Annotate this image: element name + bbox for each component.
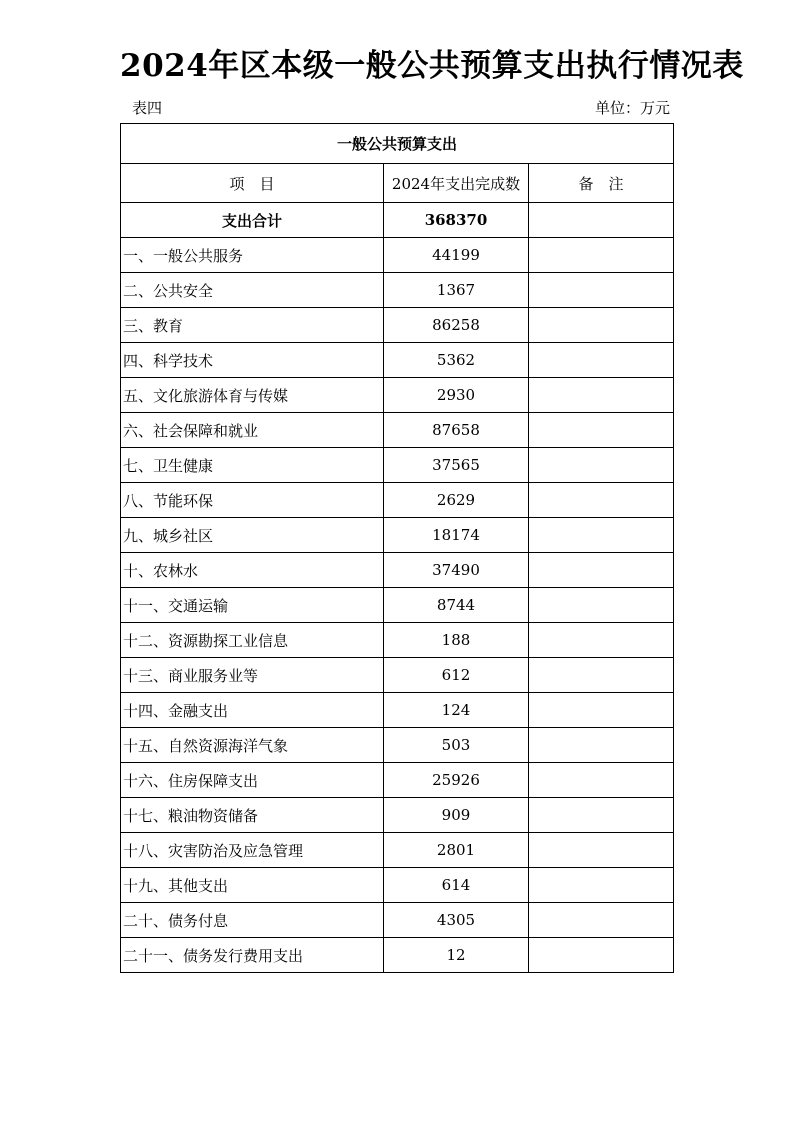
row-amount: 8744 <box>384 588 529 623</box>
row-label: 十、农林水 <box>121 553 384 588</box>
row-label: 四、科学技术 <box>121 343 384 378</box>
row-amount: 44199 <box>384 238 529 273</box>
row-amount: 614 <box>384 868 529 903</box>
row-note <box>529 273 674 308</box>
table-row <box>121 273 674 308</box>
total-row <box>121 203 674 238</box>
column-header-note: 备 注 <box>529 164 674 203</box>
row-amount: 909 <box>384 798 529 833</box>
table-row <box>121 518 674 553</box>
row-label: 十四、金融支出 <box>121 693 384 728</box>
row-note <box>529 623 674 658</box>
section-header: 一般公共预算支出 <box>121 124 674 164</box>
table-row <box>121 553 674 588</box>
row-label: 十七、粮油物资储备 <box>121 798 384 833</box>
table-row <box>121 448 674 483</box>
row-label: 一、一般公共服务 <box>121 238 384 273</box>
row-amount: 503 <box>384 728 529 763</box>
table-row <box>121 798 674 833</box>
row-label: 八、节能环保 <box>121 483 384 518</box>
row-amount: 37490 <box>384 553 529 588</box>
row-note <box>529 658 674 693</box>
row-amount: 5362 <box>384 343 529 378</box>
total-note <box>529 203 674 238</box>
table-row <box>121 308 674 343</box>
table-body <box>121 124 674 973</box>
row-amount: 18174 <box>384 518 529 553</box>
table-row <box>121 728 674 763</box>
row-note <box>529 798 674 833</box>
table-row <box>121 588 674 623</box>
row-amount: 12 <box>384 938 529 973</box>
row-amount: 4305 <box>384 903 529 938</box>
column-header-row <box>121 164 674 203</box>
table-row <box>121 763 674 798</box>
row-note <box>529 938 674 973</box>
row-note <box>529 413 674 448</box>
row-label: 十八、灾害防治及应急管理 <box>121 833 384 868</box>
row-note <box>529 833 674 868</box>
page-title: 2024年区本级一般公共预算支出执行情况表 <box>120 48 744 84</box>
row-amount: 2930 <box>384 378 529 413</box>
row-amount: 124 <box>384 693 529 728</box>
table-row <box>121 903 674 938</box>
row-label: 十九、其他支出 <box>121 868 384 903</box>
table-row <box>121 833 674 868</box>
section-header-row <box>121 124 674 164</box>
row-note <box>529 378 674 413</box>
row-label: 十一、交通运输 <box>121 588 384 623</box>
table-number: 表四 <box>132 99 163 117</box>
table-row <box>121 343 674 378</box>
table-row <box>121 693 674 728</box>
table-row <box>121 868 674 903</box>
row-label: 三、教育 <box>121 308 384 343</box>
row-amount: 1367 <box>384 273 529 308</box>
row-label: 十三、商业服务业等 <box>121 658 384 693</box>
table-row <box>121 378 674 413</box>
total-amount: 368370 <box>384 203 529 238</box>
row-note <box>529 343 674 378</box>
row-label: 十六、住房保障支出 <box>121 763 384 798</box>
total-label: 支出合计 <box>121 203 384 238</box>
row-label: 二十一、债务发行费用支出 <box>121 938 384 973</box>
row-label: 七、卫生健康 <box>121 448 384 483</box>
row-note <box>529 483 674 518</box>
budget-table <box>120 123 674 973</box>
row-amount: 612 <box>384 658 529 693</box>
row-amount: 2629 <box>384 483 529 518</box>
row-note <box>529 728 674 763</box>
row-note <box>529 588 674 623</box>
row-amount: 25926 <box>384 763 529 798</box>
row-label: 十二、资源勘探工业信息 <box>121 623 384 658</box>
row-amount: 86258 <box>384 308 529 343</box>
row-note <box>529 238 674 273</box>
table-row <box>121 483 674 518</box>
row-note <box>529 518 674 553</box>
row-amount: 188 <box>384 623 529 658</box>
title-container <box>120 40 744 96</box>
row-amount: 2801 <box>384 833 529 868</box>
row-note <box>529 308 674 343</box>
row-label: 二十、债务付息 <box>121 903 384 938</box>
row-note <box>529 448 674 483</box>
row-amount: 87658 <box>384 413 529 448</box>
row-label: 二、公共安全 <box>121 273 384 308</box>
row-label: 六、社会保障和就业 <box>121 413 384 448</box>
unit-label: 单位：万元 <box>594 99 670 117</box>
row-amount: 37565 <box>384 448 529 483</box>
row-label: 十五、自然资源海洋气象 <box>121 728 384 763</box>
table-row <box>121 413 674 448</box>
table-row <box>121 238 674 273</box>
row-note <box>529 693 674 728</box>
row-note <box>529 763 674 798</box>
column-header-amount: 2024年支出完成数 <box>384 164 529 203</box>
row-note <box>529 868 674 903</box>
table-row <box>121 938 674 973</box>
row-note <box>529 903 674 938</box>
row-note <box>529 553 674 588</box>
row-label: 九、城乡社区 <box>121 518 384 553</box>
table-row <box>121 623 674 658</box>
row-label: 五、文化旅游体育与传媒 <box>121 378 384 413</box>
column-header-item: 项 目 <box>121 164 384 203</box>
table-row <box>121 658 674 693</box>
